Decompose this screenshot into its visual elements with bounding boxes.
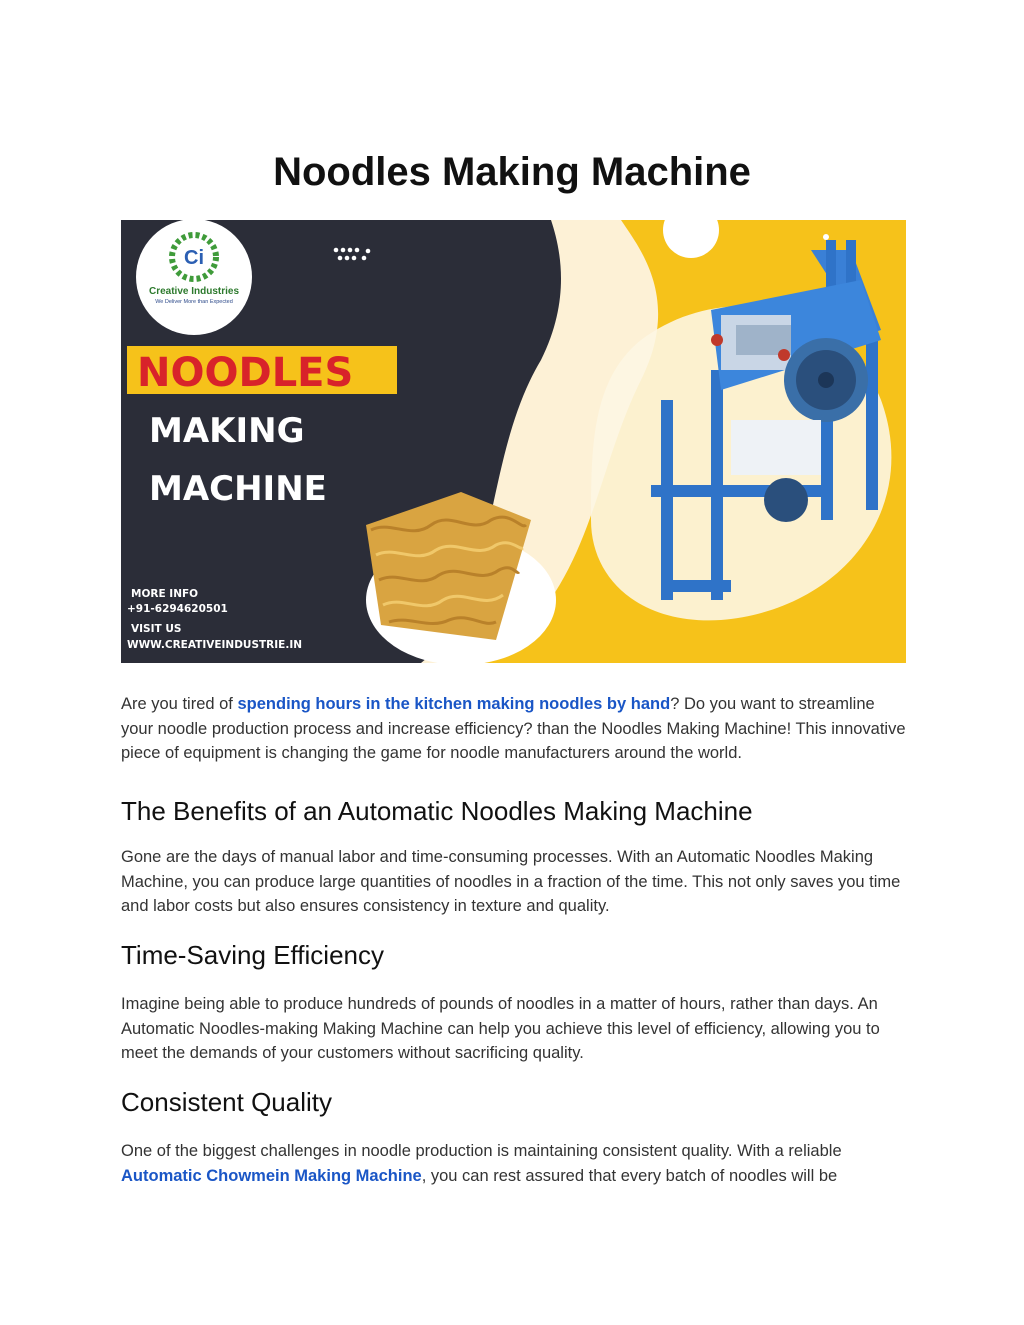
time-saving-heading: Time-Saving Efficiency bbox=[121, 940, 384, 970]
website-url: WWW.CREATIVEINDUSTRIE.IN bbox=[127, 639, 303, 651]
brand-tagline: We Deliver More than Expected bbox=[155, 299, 233, 305]
time-saving-paragraph: Imagine being able to produce hundreds of pounds of noodles in a matter of hours, rather than days. An Automatic Noodles-making Making Machine can help you achieve this level of efficiency, allowing you to meet the demands of your customers without sacrificing quality. bbox=[121, 995, 880, 1062]
phone-number: +91-6294620501 bbox=[127, 603, 228, 615]
more-info-label: MORE INFO bbox=[131, 588, 199, 600]
headline-making: MAKING bbox=[149, 411, 305, 451]
banner-graphic bbox=[121, 220, 906, 663]
logo-letters: Ci bbox=[184, 247, 204, 269]
consistent-quality-heading: Consistent Quality bbox=[121, 1087, 332, 1117]
spending-hours-link[interactable]: spending hours in the kitchen making noodles by hand bbox=[232, 695, 671, 713]
logo-circle bbox=[136, 220, 252, 335]
headline-noodles: NOODLES bbox=[137, 350, 354, 396]
chowmein-machine-link[interactable]: Automatic Chowmein Making Machine bbox=[121, 1166, 422, 1185]
consistent-quality-paragraph: One of the biggest challenges in noodle production is maintaining consistent quality. With a reliable Automatic Chowmein Making Machine, you can rest assured that every batch of noodles will be bbox=[121, 1142, 842, 1185]
page-title: Noodles Making Machine bbox=[273, 150, 751, 194]
decor-dot bbox=[823, 234, 829, 240]
intro-paragraph: Are you tired of spending hours in the kitchen making noodles by hand? Do you want to streamline your noodle production process and increase efficiency? than the Noodles Making Machine! This innovative piece of equipment is changing the game for noodle manufacturers around the world. bbox=[121, 695, 906, 762]
benefits-heading: The Benefits of an Automatic Noodles Making Machine bbox=[121, 796, 753, 826]
brand-name: Creative Industries bbox=[148, 286, 240, 297]
benefits-paragraph: Gone are the days of manual labor and time-consuming processes. With an Automatic Noodles Making Machine, you can produce large quantities of noodles in a fraction of the time. This not only saves you time and labor costs but also ensures consistency in texture and quality. bbox=[121, 848, 901, 915]
headline-machine: MACHINE bbox=[149, 469, 327, 509]
visit-us-label: VISIT US bbox=[131, 623, 182, 635]
product-banner-image bbox=[121, 220, 906, 663]
